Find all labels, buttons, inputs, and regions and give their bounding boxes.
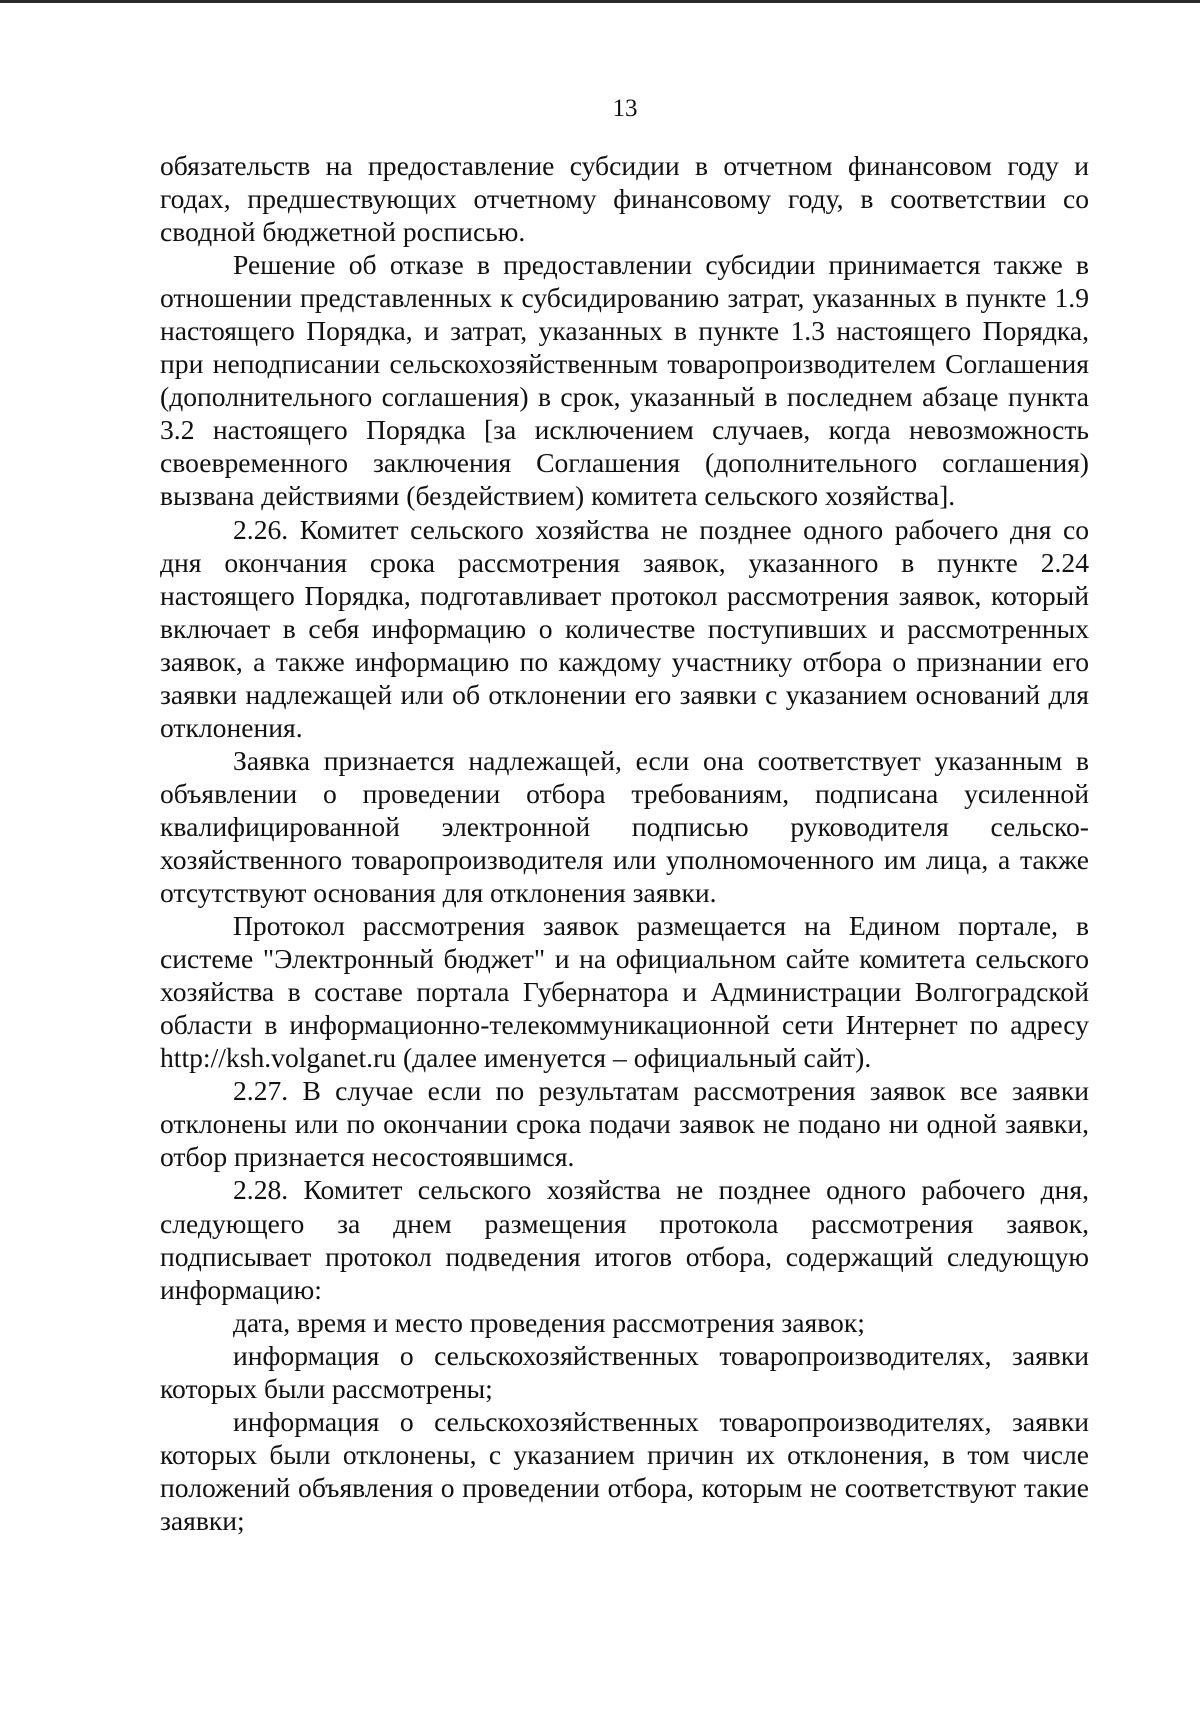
paragraph-refusal-decision: Решение об отказе в предоставлении субсидии принимается также в отношении представленных к субсидированию затрат, указанных в пункте 1.9 настоящего Порядка, и затрат, указанных в пункте 1.3 настоящего Порядка, при неподписании сельскохозяйственным товаропроизводителем Соглашения (дополнительного соглашения) в срок, указанный в последнем абзаце пункта 3.2 настоящего Порядка [за исключением случаев, когда невозможность своевременного заключения Соглашения (дополнительного соглашения) вызвана действиями (бездействием) комитета сельского хозяйства]. bbox=[160, 249, 1089, 512]
document-body bbox=[160, 149, 1089, 1537]
list-item-date-time-place: дата, время и место проведения рассмотрения заявок; bbox=[233, 1306, 865, 1338]
list-item-rejected-producers: информация о сельскохозяйственных товаропроизводителях, заявки которых были отклонены, с указанием причин их отклонения, в том числе положений объявления о проведении отбора, которым не соответствуют такие заявки; bbox=[160, 1405, 1089, 1536]
paragraph-2-28-results-protocol: 2.28. Комитет сельского хозяйства не позднее одного рабочего дня, следующего за днем размещения протокола рассмотрения заявок, подписывает протокол подведения итогов отбора, содержащий следующую информацию: bbox=[160, 1174, 1089, 1305]
paragraph-protocol-publication: Протокол рассмотрения заявок размещается на Едином портале, в системе "Электронный бюджет" и на официальном сайте комитета сельского хозяйства в составе портала Губернатора и Администрации Волгоградской области в информационно-телекоммуникационной сети Интернет по адресу http://ksh.volganet.ru (далее именуется – официальный сайт). bbox=[160, 910, 1089, 1074]
list-item-considered-producers: информация о сельскохозяйственных товаропроизводителях, заявки которых были рассмотрены; bbox=[160, 1339, 1089, 1404]
paragraph-2-26-protocol: 2.26. Комитет сельского хозяйства не позднее одного рабочего дня со дня окончания срока рассмотрения заявок, указанного в пункте 2.24 настоящего Порядка, подготавливает протокол рассмотрения заявок, который включает в себя информацию о количестве поступивших и рассмотренных заявок, а также информацию по каждому участнику отбора о признании его заявки надлежащей или об отклонении его заявки с указанием оснований для отклонения. bbox=[160, 513, 1089, 743]
paragraph-2-27-failed-selection: 2.27. В случае если по результатам рассмотрения заявок все заявки отклонены или по окончании срока подачи заявок не подано ни одной заявки, отбор признается несостоявшимся. bbox=[160, 1075, 1089, 1173]
page-number: 13 bbox=[612, 95, 638, 122]
paragraph-application-proper: Заявка признается надлежащей, если она соответствует указанным в объявлении о проведении отбора требованиям, подписана усиленной квалифицированной электронной подписью руководителя сельскохозяйственного товаропроизводителя или уполномоченного им лица, а также отсутствуют основания для отклонения заявки. bbox=[160, 744, 1089, 909]
paragraph-obligations-continuation: обязательств на предоставление субсидии в отчетном финансовом году и годах, предшествующих отчетному финансовому году, в соответствии со сводной бюджетной росписью. bbox=[160, 150, 1089, 248]
scan-top-edge bbox=[0, 0, 1200, 3]
